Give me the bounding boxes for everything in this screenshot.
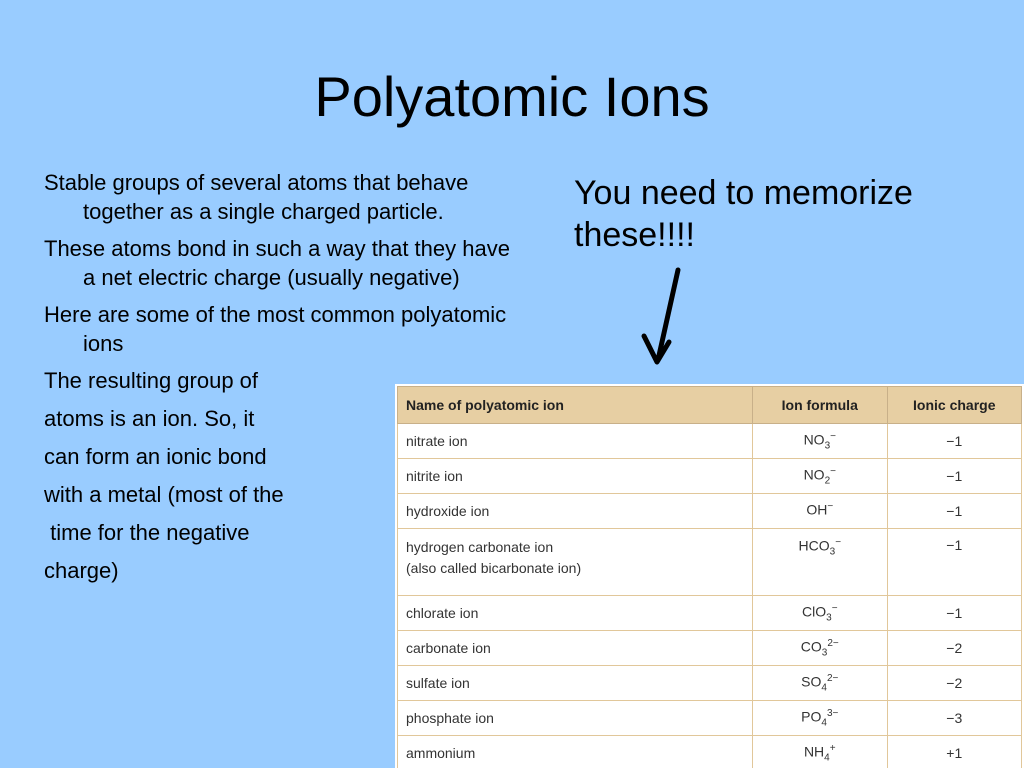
ion-formula-cell xyxy=(753,736,888,768)
ion-name-cell xyxy=(398,701,753,736)
formula-superscript: − xyxy=(831,602,838,614)
ion-name: nitrate ion xyxy=(406,432,468,449)
formula-subscript: 3 xyxy=(829,546,836,558)
polyatomic-ion-table xyxy=(395,384,1024,768)
slide-title: Polyatomic Ions xyxy=(314,65,710,128)
ion-formula-cell xyxy=(753,494,888,529)
formula-base: SO xyxy=(801,673,822,690)
formula-base: OH xyxy=(806,501,828,518)
down-arrow-icon xyxy=(636,264,696,374)
ion-charge-cell: −1 xyxy=(887,596,1021,631)
ion-name: phosphate ion xyxy=(406,709,494,726)
table-row xyxy=(398,631,1022,666)
ion-charge-cell: −2 xyxy=(887,631,1021,666)
bullet-item: Stable groups of several atoms that behave together as a single charged particle. xyxy=(44,170,469,224)
body-line: The resulting group of xyxy=(44,368,259,393)
ion-formula-cell xyxy=(753,701,888,736)
ion-name: hydrogen carbonate ion xyxy=(406,539,554,555)
ion-charge-cell: −3 xyxy=(887,701,1021,736)
table-header-row xyxy=(398,387,1022,424)
ion-name: hydroxide ion xyxy=(406,502,490,519)
body-line: time for the negative xyxy=(44,520,250,545)
formula-base: NO xyxy=(803,431,825,448)
body-line: can form an ionic bond xyxy=(44,444,267,469)
memorize-callout: You need to memorize these!!!! xyxy=(574,174,913,254)
ion-name: sulfate ion xyxy=(406,674,470,691)
table-row xyxy=(398,701,1022,736)
table-row xyxy=(398,529,1022,596)
formula-base: NH xyxy=(803,743,825,760)
body-line: charge) xyxy=(44,558,119,583)
ion-name: chlorate ion xyxy=(406,604,479,621)
formula-superscript: − xyxy=(830,465,836,477)
ion-charge-cell: −1 xyxy=(887,459,1021,494)
table-row xyxy=(398,596,1022,631)
ion-formula-cell xyxy=(753,459,888,494)
bullet-item: Here are some of the most common polyatomic ions xyxy=(44,302,507,356)
column-header-name: Name of polyatomic ion xyxy=(398,387,753,424)
formula-superscript: − xyxy=(835,537,842,548)
ion-name-cell xyxy=(398,596,753,631)
formula-superscript: − xyxy=(827,500,834,512)
ion-charge-cell: −1 xyxy=(887,494,1021,529)
formula-base: CO xyxy=(800,638,822,655)
bullet-item: These atoms bond in such a way that they have a net electric charge (usually negative) xyxy=(44,236,510,290)
formula-superscript: 2− xyxy=(827,637,839,649)
ion-formula-cell xyxy=(753,666,888,701)
formula-superscript: + xyxy=(829,742,836,754)
formula-superscript: − xyxy=(830,430,836,442)
formula-base: HCO xyxy=(798,537,830,554)
ion-charge-cell: −1 xyxy=(887,529,1021,596)
formula-base: PO xyxy=(801,708,822,725)
ion-name: carbonate ion xyxy=(406,639,491,656)
ion-name-cell xyxy=(398,736,753,768)
formula-superscript: 3− xyxy=(826,707,839,719)
formula-subscript: 3 xyxy=(821,647,828,659)
column-header-charge: Ionic charge xyxy=(887,387,1021,424)
ion-alt-name: (also called bicarbonate ion) xyxy=(406,560,582,576)
formula-subscript: 3 xyxy=(826,612,832,624)
column-header-formula: Ion formula xyxy=(753,387,888,424)
formula-subscript: 4 xyxy=(821,717,827,729)
ion-name-cell xyxy=(398,631,753,666)
ion-name-cell xyxy=(398,494,753,529)
ion-name-cell xyxy=(398,666,753,701)
ion-formula-cell xyxy=(753,596,888,631)
formula-superscript: 2− xyxy=(826,672,839,684)
ion-name-cell xyxy=(398,529,753,596)
formula-subscript: 3 xyxy=(824,440,831,452)
formula-subscript: 2 xyxy=(824,475,831,487)
body-line: with a metal (most of the xyxy=(44,482,284,507)
ion-name: nitrite ion xyxy=(406,467,463,484)
ion-formula-cell xyxy=(753,529,888,596)
ion-name-cell xyxy=(398,424,753,459)
ion-charge-cell: −1 xyxy=(887,424,1021,459)
ion-charge-cell: +1 xyxy=(887,736,1021,768)
table-row xyxy=(398,736,1022,768)
body-line: atoms is an ion. So, it xyxy=(44,406,255,431)
ion-name: ammonium xyxy=(406,744,476,761)
table-row xyxy=(398,494,1022,529)
table-row xyxy=(398,459,1022,494)
table-row xyxy=(398,424,1022,459)
ion-formula-cell xyxy=(753,631,888,666)
table-row xyxy=(398,666,1022,701)
formula-base: NO xyxy=(803,466,825,483)
ion-charge-cell: −2 xyxy=(887,666,1021,701)
ion-formula-cell xyxy=(753,424,888,459)
formula-subscript: 4 xyxy=(824,752,830,764)
formula-subscript: 4 xyxy=(821,682,827,694)
formula-base: ClO xyxy=(802,603,827,620)
ion-name-cell xyxy=(398,459,753,494)
